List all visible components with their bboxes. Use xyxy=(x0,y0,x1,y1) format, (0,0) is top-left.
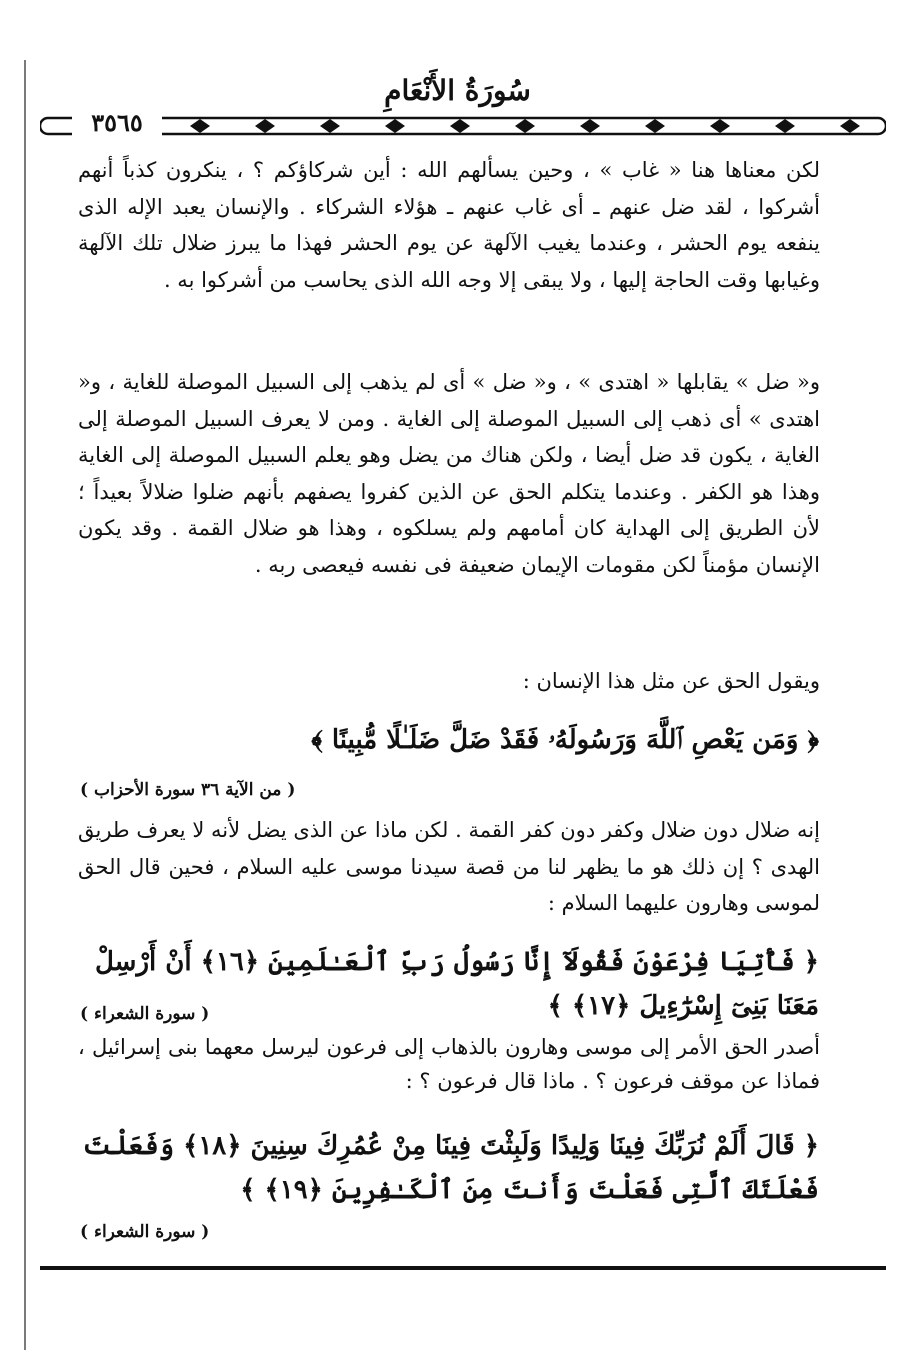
quran-verse-1: ﴿ وَمَن يَعْصِ ٱللَّهَ وَرَسُولَهُۥ فَقَدْ ضَلَّ ضَلَـٰلًا مُّبِينًا ﴾ xyxy=(311,725,819,755)
paragraph-1: لكن معناها هنا « غاب » ، وحين يسألهم الله : أين شركاؤكم ؟ ، ينكرون كذباً أنهم أشركوا ، لقد ضل عنهم ـ أى غاب عنهم ـ هؤلاء الشركاء . والإنسان يعبد الإله الذى ينفعه يوم الحشر ، وعندما يغيب الآلهة عن يوم الحشر فهذا ما يبرز ضلال تلك الآلهة وغيابها وقت الحاجة إليها ، ولا يبقى إلا وجه الله الذى يحاسب من أشركوا به . xyxy=(78,158,820,292)
paragraph-3: ويقول الحق عن مثل هذا الإنسان : xyxy=(522,669,820,693)
verse-citation-1: ( من الآية ٣٦ سورة الأحزاب ) xyxy=(80,780,296,800)
page-number: ٣٥٦٥ xyxy=(72,108,162,137)
bottom-rule xyxy=(40,1266,886,1270)
verse-citation-3: ( سورة الشعراء ) xyxy=(80,1222,210,1242)
surah-header-title: سُورَةُ الأَنْعَامِ xyxy=(384,74,531,107)
quran-verse-3: ﴿ قَالَ أَلَمْ نُرَبِّكَ فِينَا وَلِيدًا وَلَبِثْتَ فِينَا مِنْ عُمُرِكَ سِنِينَ ﴿١٨﴾ وَفَعَلْتَ فَعْلَتَكَ ٱلَّتِى فَعَلْتَ وَأَنتَ مِنَ ٱلْكَـٰفِرِينَ ﴿١٩﴾ ﴾ xyxy=(82,1131,819,1205)
ornament-border-band xyxy=(40,116,886,136)
paragraph-5: أصدر الحق الأمر إلى موسى وهارون بالذهاب إلى فرعون ليرسل معهما بنى إسرائيل ، فماذا عن موقف فرعون ؟ . ماذا قال فرعون ؟ : xyxy=(78,1035,820,1093)
quran-verse-2: ﴿ فَأْتِيَا فِرْعَوْنَ فَقُولَآ إِنَّا رَسُولُ رَبِّ ٱلْعَـٰلَمِينَ ﴿١٦﴾ أَنْ أَرْسِلْ مَعَنَا بَنِىٓ إِسْرَٰٓءِيلَ ﴿١٧﴾ ﴾ xyxy=(94,947,819,1021)
paragraph-2: و« ضل » يقابلها « اهتدى » ، و« ضل » أى لم يذهب إلى السبيل الموصلة للغاية ، و« اهتدى » أى ذهب إلى السبيل الموصلة إلى الغاية . ومن لا يعرف السبيل الموصلة إلى الغاية ، يكون قد ضل أيضا ، ولكن هناك من يضل وهو يعلم السبيل الموصلة إلى الغاية وهذا هو الكفر . وعندما يتكلم الحق عن الذين كفروا يصفهم بأنهم ضلوا ضلالاً بعيداً ؛ لأن الطريق إلى الهداية كان أمامهم ولم يسلكوه ، وهذا هو ضلال القمة . وقد يكون الإنسان مؤمناً لكن مقومات الإيمان ضعيفة فى نفسه فيعصى ربه . xyxy=(78,370,820,577)
paragraph-4: إنه ضلال دون ضلال وكفر دون كفر القمة . لكن ماذا عن الذى يضل لأنه لا يعرف طريق الهدى ؟ إن ذلك هو ما يظهر لنا من قصة سيدنا موسى عليه السلام ، فحين قال الحق لموسى وهارون عليهما السلام : xyxy=(77,818,820,915)
scan-edge-line xyxy=(24,60,26,1350)
verse-citation-2: ( سورة الشعراء ) xyxy=(80,1004,210,1024)
